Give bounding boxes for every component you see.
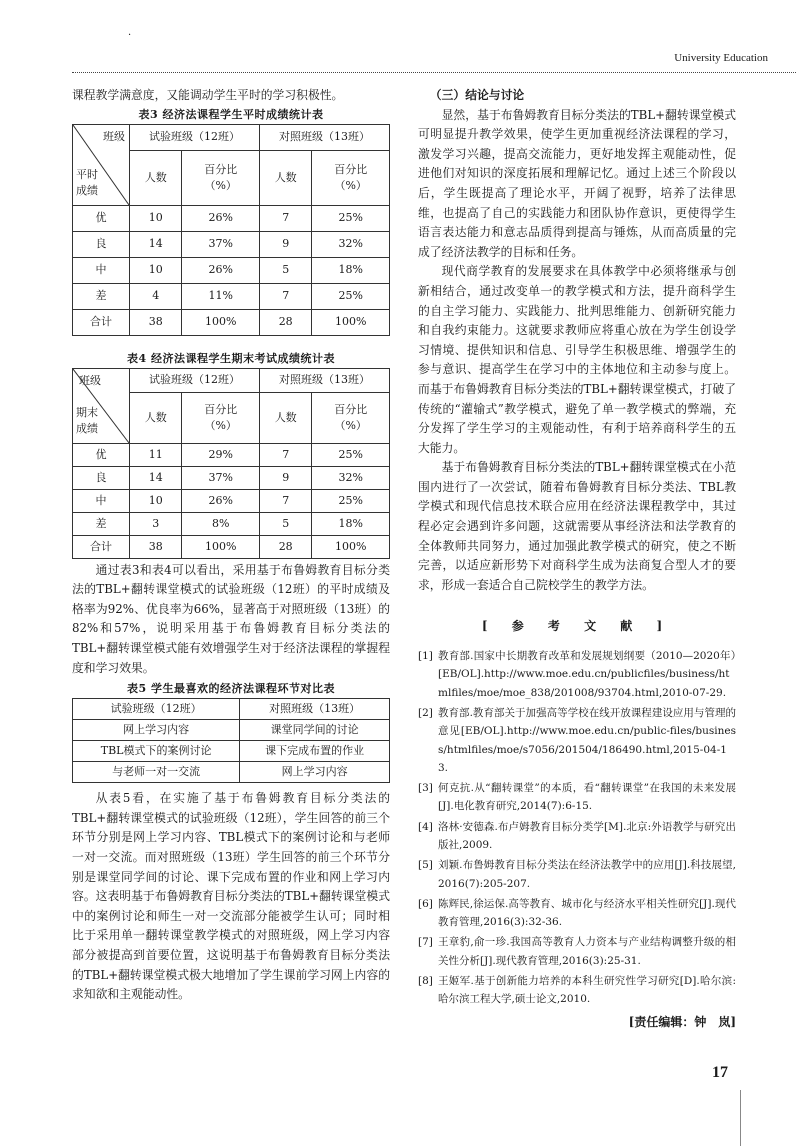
sub-header: 百分比 （%）	[312, 392, 390, 443]
cell: 合计	[73, 535, 130, 558]
cell: 课下完成布置的作业	[240, 741, 390, 762]
reference-number: [3]	[418, 782, 433, 795]
cell: 18%	[312, 512, 390, 535]
sub-header: 人数	[130, 392, 182, 443]
group-header: 试验班级（12班）	[130, 124, 260, 150]
cell: 良	[73, 466, 130, 489]
cell: 14	[130, 231, 182, 257]
reference-text: 洛林·安德森.布卢姆教育目标分类学[M].北京:外语教学与研究出版社,2009.	[438, 820, 736, 851]
sub-header: 百分比 （%）	[182, 392, 260, 443]
paragraph: 从表5看，在实施了基于布鲁姆教育目标分类法的TBL+翻转课堂模式的试验班级（12班），学生回答的前三个环节分别是网上学习内容、TBL模式下的案例讨论和与老师一对一交流。而对照班级（13班）学生回答的前三个环节分别是课堂同学间的讨论、课下完成布置的作业和网上学习内容。这表明基于布鲁姆教育目标分类法的TBL+翻转课堂模式中的案例讨论和师生一对一交流部分能被学生认可；同时相比于采用单一翻转课堂教学模式的对照班级，网上学习内容部分被提高到首要位置，这说明基于布鲁姆教育目标分类法的TBL+翻转课堂模式极大地增加了学生课前学习网上内容的求知欲和主观能动性。	[72, 791, 390, 1002]
table-row	[73, 720, 390, 741]
paragraph: 基于布鲁姆教育目标分类法的TBL+翻转课堂模式在小范围内进行了一次尝试，随着布鲁姆教育目标分类法、TBL教学模式和现代信息技术联合应用在经济法课程教学中，其过程必定会遇到许多问题，这就需要从事经济法和法学教育的全体教师共同努力，通过加强此教学模式的研究，使之不断完善，以适应新形势下对商科学生成为法商复合型人才的要求，形成一套适合自己院校学生的教学方法。	[418, 460, 736, 592]
reference-text: 何克抗.从“翻转课堂”的本质，看“翻转课堂”在我国的未来发展[J].电化教育研究,2014(7):6-15.	[438, 782, 736, 813]
sub-header: 百分比 （%）	[182, 150, 260, 205]
cell: 11%	[182, 283, 260, 309]
reference-number: [4]	[418, 820, 433, 833]
cell: TBL模式下的案例讨论	[73, 741, 240, 762]
cell: 4	[130, 283, 182, 309]
cell: 26%	[182, 489, 260, 512]
reference-number: [7]	[418, 936, 433, 949]
table-row	[73, 205, 390, 231]
reference-number: [1]	[418, 650, 433, 663]
paragraph: 现代商学教育的发展要求在具体教学中必须将继承与创新相结合，通过改变单一的教学模式和方法，提升商科学生的自主学习能力、实践能力、批判思维能力、创新研究能力和自我约束能力。这就要求教师应将重心放在为学生创设学习情境、提供知识和信息、引导学生积极思维、增强学生的参与意识、提高学生在学习中的主体地位和主动参与度上。而基于布鲁姆教育目标分类法的TBL+翻转课堂模式，打破了传统的“灌输式”教学模式，避免了单一教学模式的弊端，充分发挥了学生学习的主观能动性，有利于培养商科学生的五大能力。	[418, 264, 736, 455]
reference-number: [8]	[418, 975, 433, 988]
reference-item	[418, 647, 736, 702]
table4-corner	[73, 368, 130, 443]
section-title: （三）结论与讨论	[429, 88, 525, 102]
cell: 25%	[312, 205, 390, 231]
cell: 10	[130, 205, 182, 231]
cell: 38	[130, 309, 182, 335]
table3-caption: 表3 经济法课程学生平时成绩统计表	[138, 107, 324, 121]
cell: 优	[73, 443, 130, 466]
cell: 28	[259, 535, 311, 558]
cell: 32%	[312, 466, 390, 489]
paragraph: 课程教学满意度，又能调动学生平时的学习积极性。	[72, 88, 344, 102]
cell: 100%	[312, 535, 390, 558]
cell: 10	[130, 489, 182, 512]
reference-number: [5]	[418, 859, 433, 872]
paragraph: 通过表3和表4可以看出，采用基于布鲁姆教育目标分类法的TBL+翻转课堂模式的试验班级（12班）的平时成绩及格率为92%、优良率为66%，显著高于对照班级（13班）的82%和57%，说明采用基于布鲁姆教育目标分类法的TBL+翻转课堂模式能有效增强学生对于经济法课程的掌握程度和学习效果。	[72, 562, 390, 675]
table-row	[73, 489, 390, 512]
cell: 28	[259, 309, 311, 335]
cell: 课堂同学间的讨论	[240, 720, 390, 741]
cell: 对照班级（13班）	[240, 699, 390, 720]
references-list	[418, 647, 736, 1009]
table-row	[73, 231, 390, 257]
table-row	[73, 283, 390, 309]
cell: 网上学习内容	[240, 762, 390, 783]
cell: 9	[259, 466, 311, 489]
margin-rule	[740, 1090, 741, 1146]
cell: 差	[73, 512, 130, 535]
cell: 5	[259, 512, 311, 535]
cell: 32%	[312, 231, 390, 257]
cell: 7	[259, 489, 311, 512]
table-row	[73, 512, 390, 535]
corner-top-label: 班级	[103, 129, 125, 143]
table5-caption: 表5 学生最喜欢的经济法课程环节对比表	[127, 682, 335, 696]
table-row	[73, 257, 390, 283]
cell: 100%	[182, 535, 260, 558]
corner-top-label: 班级	[79, 373, 101, 387]
cell: 11	[130, 443, 182, 466]
table3-corner	[73, 124, 130, 205]
cell: 3	[130, 512, 182, 535]
table-row	[73, 535, 390, 558]
cell: 26%	[182, 257, 260, 283]
table4	[72, 368, 390, 559]
reference-item	[418, 818, 736, 855]
cell: 38	[130, 535, 182, 558]
reference-item	[418, 856, 736, 893]
cell: 25%	[312, 443, 390, 466]
cell: 26%	[182, 205, 260, 231]
table4-caption: 表4 经济法课程学生期末考试成绩统计表	[127, 351, 335, 365]
cell: 8%	[182, 512, 260, 535]
cell: 25%	[312, 283, 390, 309]
sub-header: 人数	[130, 150, 182, 205]
cell: 5	[259, 257, 311, 283]
cell: 29%	[182, 443, 260, 466]
cell: 中	[73, 257, 130, 283]
reference-item	[418, 704, 736, 777]
table-row	[73, 443, 390, 466]
cell: 中	[73, 489, 130, 512]
editor-note: [责任编辑：钟 岚]	[628, 1014, 736, 1029]
reference-item	[418, 972, 736, 1009]
table-header-row	[73, 699, 390, 720]
reference-item	[418, 895, 736, 932]
table-row	[73, 309, 390, 335]
cell: 良	[73, 231, 130, 257]
left-column	[72, 86, 390, 1005]
reference-item	[418, 779, 736, 816]
reference-text: 教育部.教育部关于加强高等学校在线开放课程建设应用与管理的意见[EB/OL].http://www.moe.edu.cn/public-files/business/htmlfiles/moe/s7056/201504/186490.html,2015-04-13.	[438, 706, 736, 774]
page-number: 17	[712, 1064, 728, 1081]
references-title: [ 参 考 文 献 ]	[481, 619, 673, 634]
cell: 10	[130, 257, 182, 283]
header-mark: ·	[128, 30, 132, 41]
sub-header: 人数	[259, 150, 311, 205]
reference-number: [2]	[418, 706, 433, 719]
journal-title: University Education	[674, 52, 768, 64]
table-row	[73, 466, 390, 489]
cell: 差	[73, 283, 130, 309]
sub-header: 人数	[259, 392, 311, 443]
cell: 优	[73, 205, 130, 231]
group-header: 试验班级（12班）	[130, 368, 260, 392]
cell: 37%	[182, 466, 260, 489]
reference-text: 王章豹,俞一珍.我国高等教育人力资本与产业结构调整升级的相关性分析[J].现代教育管理,2016(3):25-31.	[438, 936, 736, 967]
cell: 合计	[73, 309, 130, 335]
group-header: 对照班级（13班）	[259, 124, 389, 150]
cell: 25%	[312, 489, 390, 512]
cell: 18%	[312, 257, 390, 283]
reference-text: 王姬军.基于创新能力培养的本科生研究性学习研究[D].哈尔滨:哈尔滨工程大学,硕士论文,2010.	[438, 975, 736, 1006]
cell: 100%	[182, 309, 260, 335]
reference-text: 陈辉民,徐运保.高等教育、城市化与经济水平相关性研究[J].现代教育管理,2016(3):32-36.	[438, 897, 736, 929]
reference-text: 刘颖.布鲁姆教育目标分类法在经济法教学中的应用[J].科技展望,2016(7):205-207.	[438, 859, 736, 890]
right-column	[418, 86, 736, 1032]
cell: 37%	[182, 231, 260, 257]
cell: 网上学习内容	[73, 720, 240, 741]
reference-text: 教育部.国家中长期教育改革和发展规划纲要（2010—2020年）[EB/OL].http://www.moe.edu.cn/publicfiles/business/htmlfiles/moe/moe_838/201008/93704.html,2010-07-29.	[438, 650, 736, 699]
sub-header: 百分比 （%）	[312, 150, 390, 205]
table3	[72, 124, 390, 336]
cell: 9	[259, 231, 311, 257]
corner-bottom-label: 平时 成绩	[76, 167, 98, 197]
header-divider	[72, 72, 796, 73]
cell: 与老师一对一交流	[73, 762, 240, 783]
cell: 7	[259, 205, 311, 231]
paragraph: 显然，基于布鲁姆教育目标分类法的TBL+翻转课堂模式可明显提升教学效果，使学生更加重视经济法课程的学习，激发学习兴趣，提高交流能力，更好地发挥主观能动性，促进他们对知识的深度拓展和理解记忆。通过上述三个阶段以后，学生既提高了理论水平，开阔了视野，培养了法律思维，也提高了自己的实践能力和团队协作意识，更使得学生语言表达能力和意志品质得到提高与锤炼，从而高质量的完成了经济法教学的目标和任务。	[418, 107, 736, 259]
cell: 100%	[312, 309, 390, 335]
table-row	[73, 762, 390, 783]
table5	[72, 698, 390, 783]
cell: 试验班级（12班）	[73, 699, 240, 720]
group-header: 对照班级（13班）	[259, 368, 389, 392]
corner-bottom-label: 期末 成绩	[76, 405, 98, 435]
cell: 7	[259, 283, 311, 309]
reference-item	[418, 933, 736, 970]
reference-number: [6]	[418, 897, 433, 910]
cell: 14	[130, 466, 182, 489]
cell: 7	[259, 443, 311, 466]
table-row	[73, 741, 390, 762]
